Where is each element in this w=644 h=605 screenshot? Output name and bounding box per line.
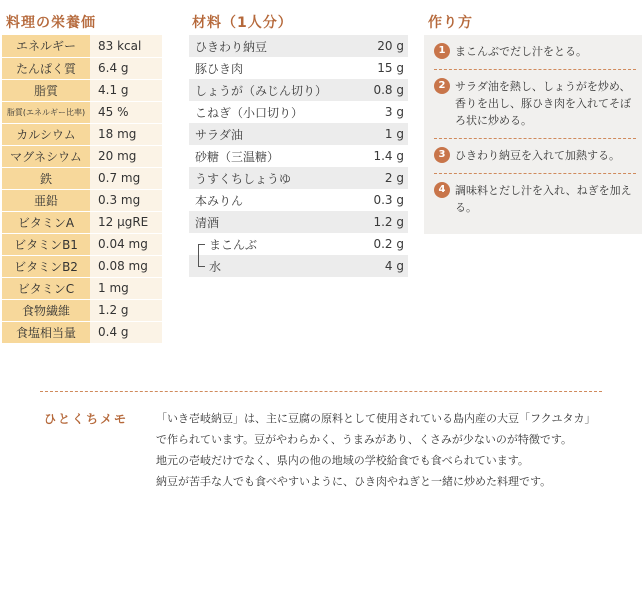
nutrient-value: 18 mg [90,123,162,145]
table-row [2,277,162,299]
table-row [2,321,162,343]
list-item [189,79,408,101]
nutrient-value: 1.2 g [90,299,162,321]
ingredient-name: まこんぶ [195,236,257,253]
nutrient-value: 0.7 mg [90,167,162,189]
ingredient-name: 水 [195,258,221,275]
ingredient-name: しょうが（みじん切り） [195,83,328,98]
steps-panel [424,35,642,234]
list-item [434,78,636,129]
ingredient-amount: 1 g [384,127,404,141]
table-row [2,79,162,101]
ingredient-name: サラダ油 [195,127,243,142]
list-item [189,145,408,167]
table-row [2,35,162,57]
table-row [2,233,162,255]
step-text: まこんぶでだし汁をとる。 [455,45,587,58]
ingredient-amount: 1.4 g [373,149,404,163]
step-number: 3 [434,147,450,163]
step-number: 1 [434,43,450,59]
list-item [189,233,408,255]
step-text: サラダ油を熱し、しょうがを炒め、香りを出し、豚ひき肉を入れてそぼろ状に炒める。 [455,80,631,127]
step-text: ひきわり納豆を入れて加熱する。 [455,149,620,162]
ingredients-title: 材料（1人分） [192,15,293,31]
nutrient-value: 0.3 mg [90,189,162,211]
nutrient-value: 0.04 mg [90,233,162,255]
nutrient-value: 0.08 mg [90,255,162,277]
nutrient-label: 脂質 [2,79,90,101]
ingredient-amount: 20 g [377,39,404,53]
step-number: 2 [434,78,450,94]
list-item [189,35,408,57]
nutrient-label: 亜鉛 [2,189,90,211]
list-item [189,255,408,277]
ingredient-amount: 0.8 g [373,83,404,97]
list-item [189,189,408,211]
table-row [2,167,162,189]
table-row [2,145,162,167]
list-item [434,43,636,60]
ingredient-amount: 0.3 g [373,193,404,207]
ingredient-amount: 4 g [384,259,404,273]
nutrient-label: ビタミンA [2,211,90,233]
ingredient-name: ひきわり納豆 [195,39,268,54]
list-item [189,101,408,123]
table-row [2,255,162,277]
ingredient-name: こねぎ（小口切り） [195,105,304,120]
nutrient-value: 20 mg [90,145,162,167]
divider [434,69,636,70]
ingredient-amount: 2 g [384,171,404,185]
ingredient-amount: 15 g [377,61,404,75]
step-number: 4 [434,182,450,198]
divider [434,173,636,174]
list-item [189,211,408,233]
nutrient-label: 食塩相当量 [2,321,90,343]
nutrient-value: 1 mg [90,277,162,299]
nutrient-label: 食物繊維 [2,299,90,321]
nutrient-value: 0.4 g [90,321,162,343]
nutrient-label: 脂質(エネルギー比率) [2,101,90,123]
table-row [2,101,162,123]
step-text: 調味料とだし汁を入れ、ねぎを加える。 [455,184,632,214]
nutrient-label: ビタミンC [2,277,90,299]
nutrient-label: ビタミンB2 [2,255,90,277]
ingredient-amount: 1.2 g [373,215,404,229]
steps-title: 作り方 [428,15,473,31]
divider [434,138,636,139]
table-row [2,211,162,233]
memo-line: で作られています。豆がやわらかく、うまみがあり、くさみが少ないのが特徴です。 [156,433,573,446]
ingredient-amount: 0.2 g [373,237,404,251]
memo-line: 「いき壱岐納豆」は、主に豆腐の原料として使用されている島内産の大豆「フクユタカ」 [156,412,596,425]
nutrition-title: 料理の栄養価 [6,15,96,31]
ingredient-amount: 3 g [384,105,404,119]
ingredient-name: 本みりん [195,193,244,208]
ingredient-name: 豚ひき肉 [195,61,244,76]
memo-text [156,408,616,492]
nutrient-value: 12 μgRE [90,211,162,233]
memo-line: 地元の壱岐だけでなく、県内の他の地域の学校給食でも食べられています。 [156,454,529,467]
section-divider [40,391,602,392]
list-item [434,147,636,164]
nutrient-value: 45 % [90,101,162,123]
memo-label: ひとくちメモ [44,412,129,426]
nutrient-value: 83 kcal [90,35,162,57]
nutrient-label: 鉄 [2,167,90,189]
nutrient-value: 4.1 g [90,79,162,101]
nutrient-label: ビタミンB1 [2,233,90,255]
ingredients-list [189,35,408,277]
nutrient-label: カルシウム [2,123,90,145]
ingredient-name: 清酒 [195,215,220,230]
table-row [2,123,162,145]
nutrient-label: たんぱく質 [2,57,90,79]
table-row [2,57,162,79]
list-item [189,167,408,189]
ingredient-name: うすくちしょうゆ [195,171,292,186]
memo-line: 納豆が苦手な人でも食べやすいように、ひき肉やねぎと一緒に炒めた料理です。 [156,475,552,488]
nutrient-value: 6.4 g [90,57,162,79]
nutrition-table [2,35,162,344]
list-item [189,57,408,79]
nutrient-label: エネルギー [2,35,90,57]
list-item [434,182,636,216]
nutrient-label: マグネシウム [2,145,90,167]
list-item [189,123,408,145]
ingredient-name: 砂糖（三温糖） [195,149,280,164]
table-row [2,189,162,211]
table-row [2,299,162,321]
